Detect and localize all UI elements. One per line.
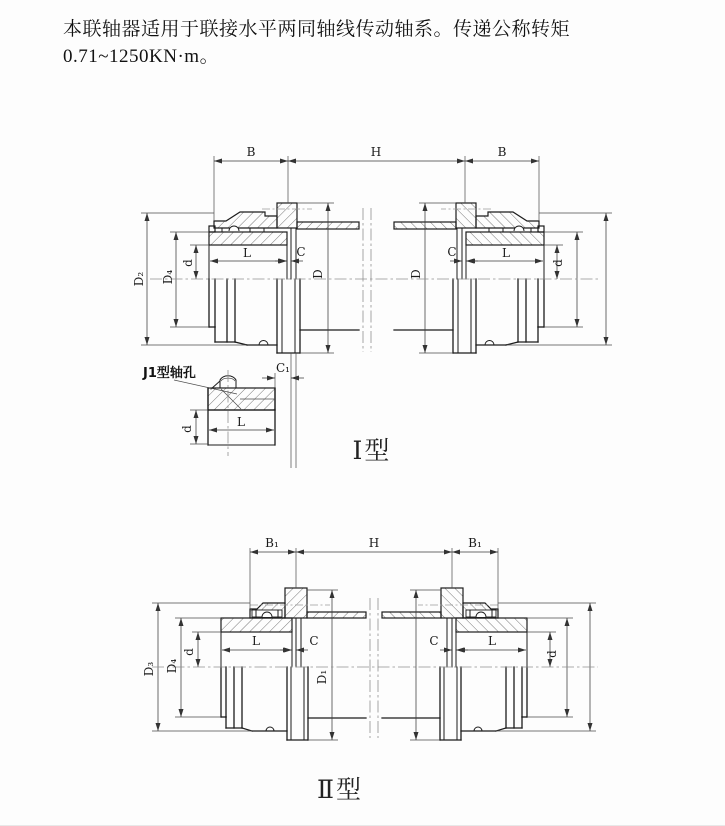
- dim-label-d4: D₄: [161, 269, 175, 285]
- dim-label-detail-l: L: [237, 415, 245, 429]
- drawing-caption-type1: Ⅰ型: [352, 436, 392, 465]
- coupling-type1-labels: [132, 145, 565, 465]
- dim-label-h2: H: [368, 536, 380, 550]
- dim-label-b1-left: B₁: [265, 536, 279, 550]
- dim-label-d-small-left-2: d: [182, 648, 196, 656]
- dim-label-l-right: L: [502, 246, 510, 260]
- dim-label-l-left: L: [243, 246, 251, 260]
- dim-label-c1: C₁: [276, 361, 290, 375]
- dim-label-b-left: B: [246, 145, 256, 159]
- description-text: 本联轴器适用于联接水平两同轴线传动轴系。传递公称转矩0.71~1250KN·m。: [63, 19, 571, 67]
- dim-label-c-right-2: C: [429, 634, 439, 648]
- dim-label-d4-2: D₄: [165, 658, 179, 674]
- dim-label-dia-left: D: [311, 269, 325, 279]
- dim-label-l-right-2: L: [488, 634, 496, 648]
- dim-label-h: H: [370, 145, 382, 159]
- dim-label-d2: D₂: [132, 271, 146, 287]
- dim-label-d-small-left: d: [181, 259, 195, 267]
- dim-label-d-small-right: d: [551, 259, 565, 267]
- coupling-type1-centerlines: [150, 208, 598, 468]
- j1-detail-view: [142, 361, 304, 456]
- dim-label-dia-right: D: [409, 269, 423, 279]
- dim-label-b1-right: B₁: [468, 536, 482, 550]
- drawing-caption-type2: Ⅱ型: [317, 775, 363, 804]
- dim-label-c-right: C: [447, 245, 457, 259]
- dim-label-detail-d: d: [180, 425, 194, 433]
- detail-callout-label: J1型轴孔: [143, 366, 196, 381]
- dim-label-d-small-right-2: d: [545, 650, 559, 658]
- coupling-type2-labels: [142, 536, 559, 804]
- dim-label-c-left-2: C: [309, 634, 319, 648]
- dim-label-d3: D₃: [142, 661, 156, 677]
- dim-label-c-left: C: [296, 245, 306, 259]
- dim-label-l-left-2: L: [252, 634, 260, 648]
- dim-label-b-right: B: [497, 145, 507, 159]
- dim-label-d1: D₁: [315, 669, 329, 685]
